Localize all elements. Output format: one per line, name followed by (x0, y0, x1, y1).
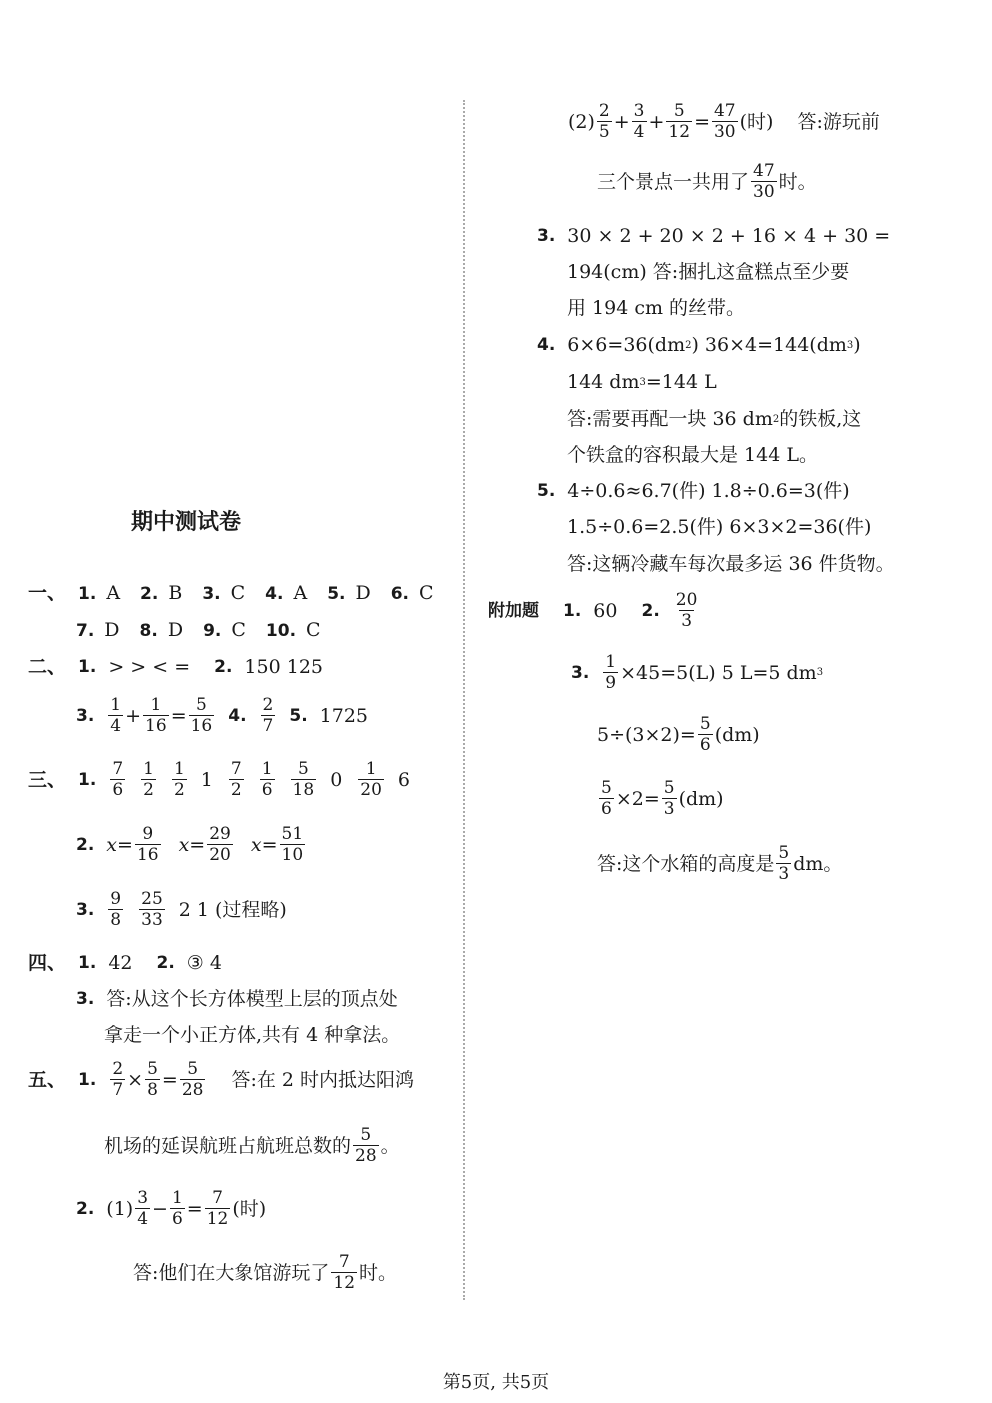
page-title: 期中测试卷 (131, 510, 242, 535)
integer-answer: 1 (200, 768, 213, 791)
r-q2-part2-line2: 三个景点一共用了 $\frac{47}{30}$ 时。 (597, 161, 817, 202)
integer-answer: 6 (397, 768, 411, 791)
l-s4-line2: 3. 答:从这个长方体模型上层的顶点处 (76, 988, 398, 1010)
answer-value: A (106, 582, 121, 604)
integer-answer: 0 (330, 768, 343, 791)
l-s4-line3: 拿走一个小正方体,共有 4 种拿法。 (104, 1024, 401, 1046)
r-extra-line1: 附加题 1. 60 2. $\frac{20}{3}$ (488, 590, 698, 631)
answer-number: 2. (140, 584, 159, 604)
answer-number: 1. (78, 584, 97, 604)
l-s1-items-2 (76, 621, 341, 640)
l-s2-line1: 二、 1. > > < = 2. 150 125 (28, 656, 323, 678)
fraction-answer: $\frac{29}{20}$ (209, 824, 231, 865)
answer-value: C (306, 619, 321, 641)
answer-value: C (231, 619, 246, 641)
r-q5-line2: 1.5÷0.6=2.5(件) 6×3×2=36(件) (567, 516, 872, 538)
l-s4-line1: 四、 1. 42 2. ③ 4 (28, 952, 222, 974)
answer-number: 6. (390, 584, 410, 604)
variable-x: x (178, 833, 190, 856)
answer-value: D (104, 619, 120, 641)
page-footer: 第5页, 共5页 (442, 1372, 550, 1393)
answer-number: 9. (203, 621, 222, 641)
r-q3-line1: 3. 30 × 2 + 20 × 2 + 16 × 4 + 30 = (537, 225, 891, 247)
l-s5-line2: 机场的延误航班占航班总数的 $\frac{5}{28}$ 。 (104, 1125, 400, 1166)
l-s3-line2: 2. x = $\frac{9}{16}$ x = $\frac{29}{20}$ x = $\frac{51}{10}$ (76, 826, 323, 865)
r-q4-line3: 答:需要再配一块 36 dm 2 的铁板,这 (567, 408, 862, 430)
r-q4-line2: 144 dm 3 =144 L (567, 371, 717, 393)
r-extra-q3-line2: 5÷(3×2)= $\frac{5}{6}$ (dm) (597, 714, 760, 755)
fraction-answer: $\frac{1}{2}$ (143, 759, 154, 800)
fraction-answer: $\frac{1}{2}$ (173, 759, 185, 800)
answer-value: A (293, 582, 308, 604)
l-s5-line3: 2. (1) $\frac{3}{4}$ − $\frac{1}{6}$ = $\frac{7}{12}$ (时) (76, 1188, 267, 1229)
l-s3-line1: 三、 1. $\frac{7}{6}$ $\frac{1}{2}$ $\frac{1}{2}$ 1 $\frac{7}{2}$ $\frac{1}{6}$ $\frac{5}{18}$ 0 $\frac{1}{20}$ 6 (28, 761, 424, 800)
answer-value: B (168, 582, 183, 604)
l-s5-line1: 五、 1. $\frac{2}{7}$ × $\frac{5}{8}$ = $\frac{5}{28}$ 答:在 2 时内抵达阳鸿 (28, 1059, 415, 1100)
r-extra-q3-line4: 答:这个水箱的高度是 $\frac{5}{3}$ dm。 (597, 843, 843, 884)
l-s3-items-1 (108, 761, 424, 800)
variable-x: x (250, 833, 262, 856)
fraction-answer: $\frac{1}{6}$ (261, 759, 273, 800)
answer-value: C (419, 582, 434, 604)
fraction-answer: $\frac{1}{20}$ (360, 759, 382, 800)
answer-number: 4. (265, 584, 284, 604)
r-q5-line3: 答:这辆冷藏车每次最多运 36 件货物。 (567, 553, 895, 575)
fraction-answer: $\frac{7}{6}$ (112, 759, 124, 800)
r-extra-q3-line1: 3. $\frac{1}{9}$ ×45=5(L) 5 L=5 dm 3 (571, 652, 824, 693)
l-s1-line1: 一、 1. A 2. B 3. C 4. A 5. D 6. C (28, 584, 454, 603)
variable-x: x (106, 833, 118, 856)
equals-sign: = (189, 833, 206, 856)
answer-number: 8. (139, 621, 158, 641)
answer-value: C (230, 582, 246, 604)
column-divider (463, 100, 465, 1300)
equals-sign: = (261, 833, 278, 856)
fraction-answer: $\frac{7}{2}$ (230, 759, 242, 800)
l-s1-items-1 (78, 584, 454, 603)
answer-number: 5. (327, 584, 346, 604)
fraction-answer: $\frac{9}{16}$ (136, 824, 159, 865)
r-q4-line4: 个铁盒的容积最大是 144 L。 (567, 444, 818, 466)
r-q3-line2: 194(cm) 答:捆扎这盒糕点至少要 (567, 261, 850, 283)
answer-number: 10. (265, 621, 297, 641)
fraction-answer: $\frac{51}{10}$ (281, 824, 304, 865)
equals-sign: = (117, 833, 133, 856)
r-q5-line1: 5. 4÷0.6≈6.7(件) 1.8÷0.6=3(件) (537, 480, 850, 502)
answer-value: D (167, 619, 184, 641)
l-s5-line4: 答:他们在大象馆游玩了 $\frac{7}{12}$ 时。 (133, 1252, 398, 1293)
fraction-answer: $\frac{5}{18}$ (292, 759, 315, 800)
l-s2-line2: 3. $\frac{1}{4}$ + $\frac{1}{16}$ = $\frac{5}{16}$ 4. $\frac{2}{7}$ 5. 1725 (76, 695, 369, 736)
l-s3-line3: 3. $\frac{9}{8}$ $\frac{25}{33}$ 2 1 (过程略) (76, 889, 287, 930)
answer-number: 3. (202, 584, 221, 604)
answer-number: 7. (76, 621, 95, 641)
r-extra-q3-line3: $\frac{5}{6}$ ×2= $\frac{5}{3}$ (dm) (601, 778, 724, 819)
answer-value: D (355, 582, 371, 604)
r-q2-part2-line1: (2) $\frac{2}{5}$ + $\frac{3}{4}$ + $\frac{5}{12}$ = $\frac{47}{30}$ (时) 答:游玩前 (568, 101, 880, 142)
l-s1-line2 (76, 621, 341, 640)
r-q4-line1: 4. 6×6=36(dm 2 ) 36×4=144(dm 3 ) (537, 334, 861, 356)
l-s3-items-2 (106, 826, 323, 865)
r-q3-line3: 用 194 cm 的丝带。 (567, 297, 746, 319)
